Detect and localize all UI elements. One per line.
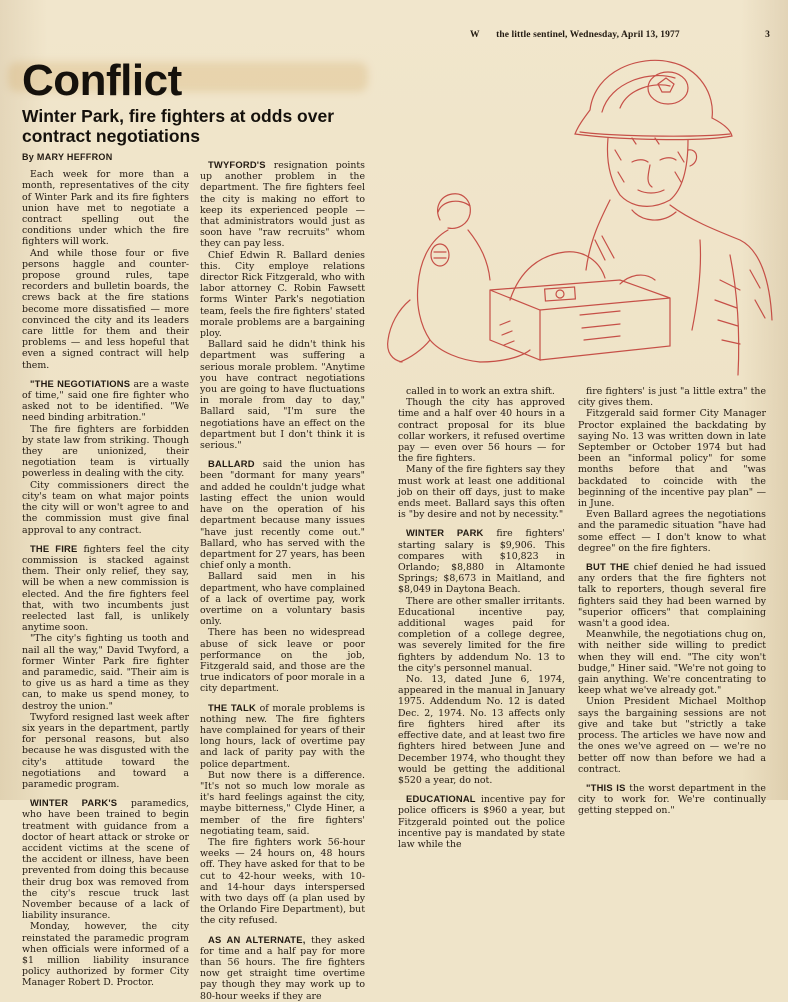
paragraph-lead: BALLARD [208,458,255,470]
article-paragraph [22,921,189,988]
article-paragraph [200,627,365,694]
paragraph-text: fighters feel the city commission is stacked against them. Their only relief, they say, will be when a new commission is elected. And the fire fighters feel that, with two incumbents just reelected last fall, is unlikely anytime soon. [22,543,189,634]
article-column-3 [398,386,565,850]
paragraph-text: Many of the fire fighters say they must work at least one additional job on their off days, just to make ends meet. Ballard says this often is "by desire and not by necessity." [398,464,565,521]
article-paragraph [200,934,365,1002]
firefighter-illustration [370,40,782,385]
paragraph-lead: WINTER PARK'S [30,797,118,809]
paragraph-text: Twyford resigned last week after six years in the department, partly for personal reasons, but also because he was disgusted with the city's attitude toward the negotiations and toward a paramedic program. [22,711,189,790]
paragraph-text: incentive pay for police officers is $960 a year, but Fitzgerald pointed out the police incentive pay is mandated by state law while the [398,794,565,850]
masthead-section: W [470,30,480,40]
paragraph-text: they asked for time and a half pay for more than 56 hours. The fire fighters now get straight time overtime pay though they may work up to 80-hour weeks if they are [200,934,365,1002]
paragraph-text: No. 13, dated June 6, 1974, appeared in the manual in January 1975. Addendum No. 12 is dated Dec. 2, 1974. No. 13 affects only fire fighters hired after its effective date, and at least two fire fighters hired between June and December 1974, who thought they would be getting the additional $520 a year, do not. [398,674,565,786]
article-paragraph [398,464,565,520]
article-paragraph [200,458,365,571]
paragraph-text: There has been no widespread abuse of sick leave or poor performance on the job, Fitzgerald said, and those are the true indicators of poor morale in a city department. [200,627,365,695]
masthead [470,30,770,40]
article-paragraph [398,527,565,595]
byline: By MARY HEFFRON [22,152,113,162]
paragraph-text: Ballard said men in his department, who have complained of a lack of overtime pay, work overtime on a voluntary basis only. [200,571,365,628]
paragraph-text: resignation points up another problem in the department. The fire fighters feel the city is making no effort to keep its experienced people — that administrators would just as soon have "raw recruits" whom they can pay less. [200,160,365,250]
article-paragraph [578,408,766,509]
article-paragraph [398,386,565,397]
paragraph-text: Each week for more than a month, representatives of the city of Winter Park and its fire fighters union have met to negotiate a contract spelling out the conditions under which the fire fighters will work. [22,169,189,248]
page-number: 3 [765,30,770,40]
paragraph-text: Though the city has approved time and a half over 40 hours in a contract proposal for its blue collar workers, it refused overtime pay — even over 56 hours — for the fire fighters. [398,397,565,465]
masthead-paper-date: the little sentinel, Wednesday, April 13, 1977 [496,30,680,40]
paragraph-text: Monday, however, the city reinstated the paramedic program when officials were informed of a $1 million liability insurance policy authorized by former City Manager Robert D. Proctor. [22,921,189,989]
paragraph-text: The fire fighters work 56-hour weeks — 24 hours on, 48 hours off. They have asked for that to be cut to 42-hour weeks, with 10- and 14-hour days interspersed with two days off (a plan used by the Orlando Fire Department), but the city refused. [200,836,365,927]
paragraph-text: Chief Edwin R. Ballard denies this. City employe relations director Rick Fitzgerald, who with labor attorney C. Robin Fawsett forms Winter Park's negotiation team, feels the fire fighters' stated morale problems are a bargaining ploy. [200,249,365,340]
paragraph-text: called in to work an extra shift. [406,386,555,397]
paragraph-text: chief denied he had issued any orders that the fire fighters not talk to reporters, though several fire fighters said they had been warned by "superior officers" that complaining wasn't a good idea. [578,562,766,630]
paragraph-text: "The city's fighting us tooth and nail all the way," David Twyford, a former Winter Park fire fighter and paramedic, said. "Their aim is to give us as hard a time as they can, to make us spend money, to destroy the union." [22,633,189,712]
article-paragraph [22,378,189,424]
paragraph-lead: TWYFORD'S [208,159,266,170]
article-paragraph [398,397,565,464]
article-paragraph [200,159,365,250]
paragraph-lead: BUT THE [586,561,630,573]
paragraph-lead: EDUCATIONAL [406,793,476,805]
article-paragraph [22,169,189,247]
article-paragraph [398,596,565,674]
article-column-4 [578,386,766,817]
article-paragraph [578,561,766,629]
article-paragraph [578,696,766,774]
article-paragraph [22,480,189,536]
article-paragraph [578,629,766,696]
subhead: Winter Park, fire fighters at odds over contract negotiations [22,106,335,146]
article-paragraph [578,782,766,817]
headline: Conflict [22,56,182,105]
article-paragraph [200,770,365,837]
paragraph-text: Meanwhile, the negotiations chug on, with neither side willing to predict when they will end. "The city won't budge," Hiner said. "We're not going to gain anything. We're concentrating to keep what we've already got." [578,629,766,697]
article-paragraph [398,674,565,786]
paragraph-text: the worst department in the city to work for. We're continually getting stepped on." [578,782,766,817]
article-paragraph [22,543,189,634]
paragraph-text: are a waste of time," said one fire fighter who asked not to be identified. "We need binding arbitration." [22,378,189,424]
paragraph-lead: THE TALK [208,701,256,713]
article-paragraph [200,339,365,451]
article-paragraph [22,424,189,480]
paragraph-text: City commissioners direct the city's team on what major points the city will or won't agree to and the commission must give final approval to any contract. [22,479,189,536]
paragraph-lead: "THIS IS [586,781,626,793]
paragraph-text: Union President Michael Molthop says the bargaining sessions are not give and take but "strictly a take process. The articles we have now and the ones we've agreed on — we're no better off now than before we had a contract. [578,696,766,775]
paragraph-text: Ballard said he didn't think his department was suffering a serious morale problem. "Anytime you have contract negotiations you are going to have fluctuations in morale from day to day," Ballard said, "I'm sure the negotiations have an effect on the department but I don't think it is serious." [200,339,365,452]
paragraph-lead: THE FIRE [30,542,78,554]
paragraph-text: fire fighters' is just "a little extra" the city gives them. [578,386,766,409]
paragraph-text: Even Ballard agrees the negotiations and the paramedic situation "have had some effect — I don't know to what degree" on the fire fighters. [578,509,766,554]
article-paragraph [22,797,189,921]
article-column-1 [22,152,189,989]
article-paragraph [578,509,766,554]
paragraph-text: There are other smaller irritants. Educational incentive pay, additional wages paid for completion of a college degree, was severely limited for the fire fighters by addendum No. 13 to the city's personnel manual. [398,595,565,674]
article-paragraph [22,248,189,371]
article-paragraph [578,386,766,408]
article-paragraph [22,633,189,711]
article-paragraph [398,793,565,850]
article-paragraph [200,571,365,627]
paragraph-lead: "THE NEGOTIATIONS [30,377,131,389]
article-column-2 [200,152,365,1002]
paragraph-text: fire fighters' starting salary is $9,906. This compares with $10,823 in Orlando; $8,880 in Altamonte Springs; $8,673 in Maitland, and $8,049 in Daytona Beach. [398,528,565,596]
paragraph-lead: WINTER PARK [406,527,484,539]
paragraph-text: paramedics, who have been trained to begin treatment with guidance from a doctor of heart attack or stroke or accident victims at the scene of the accident or illness, have been prevented from doing this because their drug box was removed from the city's rescue truck last November because of a lack of liability insurance. [22,798,189,922]
paragraph-text: of morale problems is nothing new. The fire fighters have complained for years of their long hours, lack of overtime pay and lack of parity pay with the police department. [200,702,365,770]
paragraph-text: The fire fighters are forbidden by state law from striking. Though they are unionized, their negotiation team is virtually powerless in dealing with the city. [22,423,189,480]
paragraph-text: said the union has been "dormant for many years" and added he couldn't judge what lasting effect the union would have on the operation of his department because many issues "have just recently come out." Ballard, who has served with the department for 27 years, has been chief only a month. [200,459,365,572]
article-paragraph [22,712,189,790]
paragraph-text: And while those four or five persons haggle and counter-propose ground rules, tape recorders and bulletin boards, the crews back at the fire stations become more dissatisfied — more convinced the city and its leaders care little for them and their problems — and less hopeful that even a signed contract will help them. [22,247,189,371]
article-paragraph [200,837,365,927]
article-paragraph [200,702,365,770]
paragraph-text: But now there is a difference. "It's not so much low morale as it's hard feelings against the city, maybe bitterness," Clyde Hiner, a member of the fire fighters' negotiating team, said. [200,769,365,837]
article-paragraph [200,250,365,340]
paragraph-lead: AS AN ALTERNATE, [208,933,306,945]
paragraph-text: Fitzgerald said former City Manager Proctor explained the backdating by saying No. 13 was written down in late September or October 1974 but had been an "informal policy" for some months before that and "was backdated to coincide with the beginning of the incentive pay plan" — in June. [578,408,766,510]
